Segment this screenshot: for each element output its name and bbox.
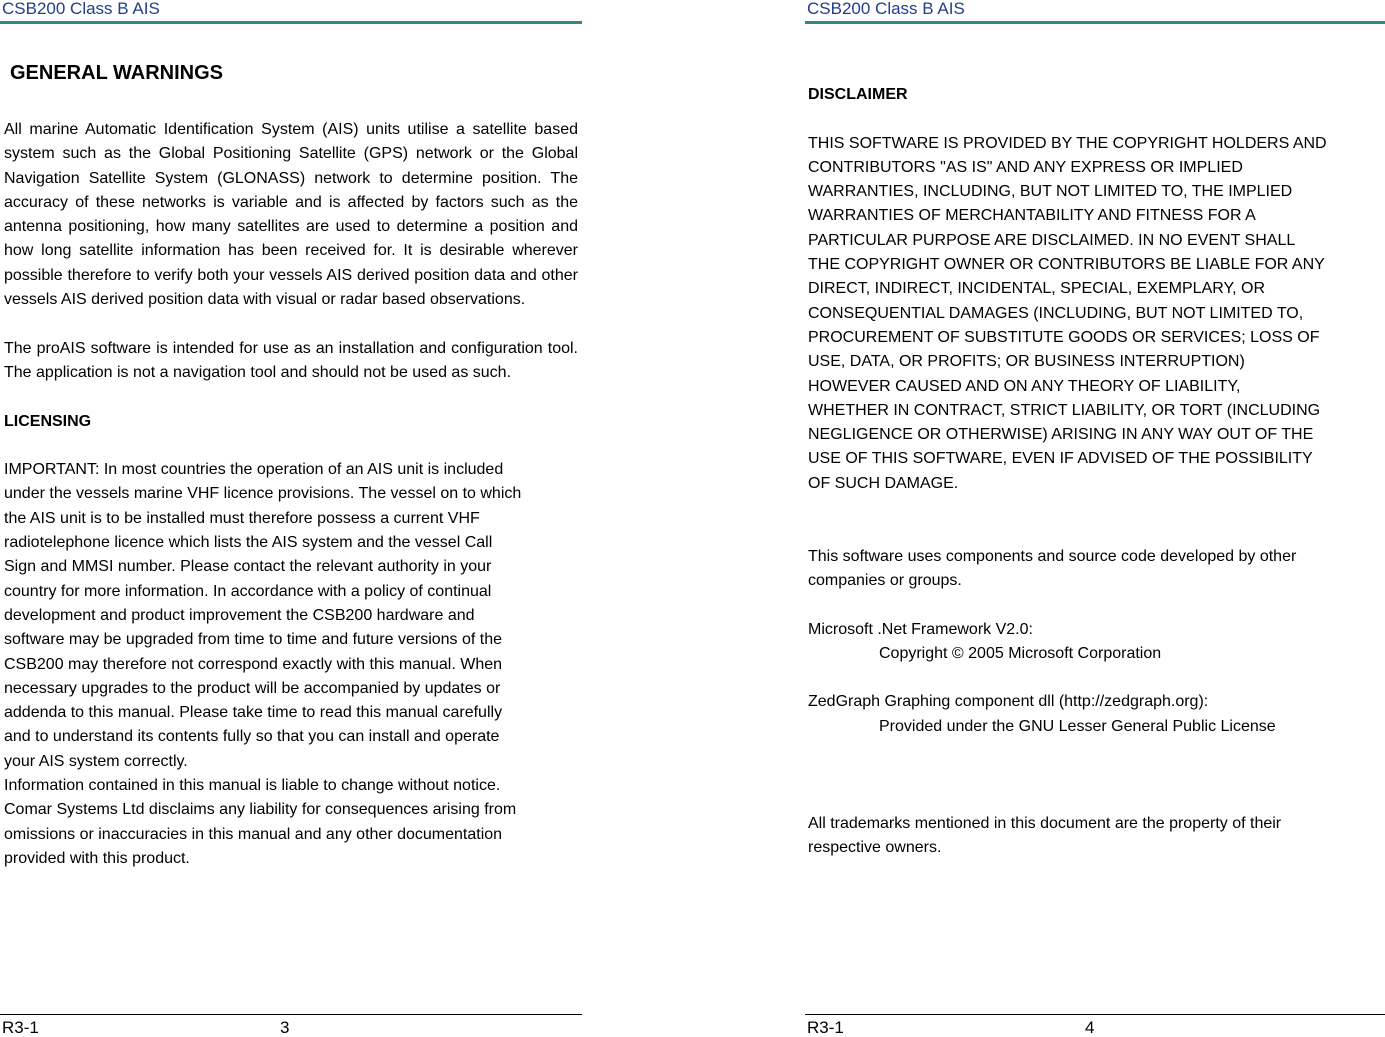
- disclaimer-line: HOWEVER CAUSED AND ON ANY THEORY OF LIABILITY,: [808, 377, 1241, 395]
- spacer: [808, 520, 1385, 544]
- licensing-line: software may be upgraded from time to time and future versions of the: [4, 631, 503, 649]
- licensing-line: Comar Systems Ltd disclaims any liability for consequences arising from: [4, 801, 517, 819]
- header-rule: [805, 21, 1385, 24]
- trademarks-line: respective owners.: [808, 839, 942, 857]
- page-number: 4: [1085, 1018, 1095, 1037]
- disclaimer-line: WARRANTIES OF MERCHANTABILITY AND FITNESS FOR A: [808, 207, 1256, 225]
- disclaimer-line: USE OF THIS SOFTWARE, EVEN IF ADVISED OF THE POSSIBILITY: [808, 450, 1313, 468]
- header-rule: [0, 21, 582, 24]
- footer-revision: R3-1: [807, 1018, 844, 1037]
- trademarks-paragraph: [808, 812, 1385, 861]
- components-paragraph: [808, 545, 1385, 594]
- trademarks-line: All trademarks mentioned in this document are the property of their: [808, 814, 1282, 832]
- licensing-line: radiotelephone licence which lists the AIS system and the vessel Call: [4, 534, 493, 552]
- page-4: [805, 0, 1385, 1036]
- footer-revision: R3-1: [2, 1018, 39, 1037]
- disclaimer-line: CONTRIBUTORS "AS IS" AND ANY EXPRESS OR IMPLIED: [808, 158, 1243, 176]
- disclaimer-line: OF SUCH DAMAGE.: [808, 474, 959, 492]
- disclaimer-line: THE COPYRIGHT OWNER OR CONTRIBUTORS BE LIABLE FOR ANY: [808, 256, 1325, 274]
- licensing-line: Information contained in this manual is liable to change without notice.: [4, 777, 501, 795]
- zedgraph-credit: [808, 690, 1385, 739]
- disclaimer-line: PROCUREMENT OF SUBSTITUTE GOODS OR SERVICES; LOSS OF: [808, 328, 1320, 346]
- dotnet-credit: [808, 618, 1385, 667]
- zedgraph-license: Provided under the GNU Lesser General Public License: [879, 717, 1276, 735]
- licensing-line: Sign and MMSI number. Please contact the relevant authority in your: [4, 558, 492, 576]
- disclaimer-line: DIRECT, INDIRECT, INCIDENTAL, SPECIAL, EXEMPLARY, OR: [808, 280, 1265, 298]
- spacer: [808, 763, 1385, 787]
- licensing-line: the AIS unit is to be installed must therefore possess a current VHF: [4, 509, 480, 527]
- dotnet-name: Microsoft .Net Framework V2.0:: [808, 620, 1033, 638]
- footer-rule: [805, 1014, 1385, 1015]
- disclaimer-line: THIS SOFTWARE IS PROVIDED BY THE COPYRIGHT HOLDERS AND: [808, 134, 1327, 152]
- page-3: [0, 0, 582, 1036]
- running-header: CSB200 Class B AIS: [807, 0, 965, 18]
- page-number: 3: [280, 1018, 290, 1037]
- licensing-line: country for more information. In accordance with a policy of continual: [4, 582, 492, 600]
- page-body: [4, 118, 578, 871]
- licensing-heading: LICENSING: [4, 412, 92, 430]
- disclaimer-heading: DISCLAIMER: [808, 86, 908, 103]
- disclaimer-line: PARTICULAR PURPOSE ARE DISCLAIMED. IN NO EVENT SHALL: [808, 231, 1296, 249]
- licensing-line: CSB200 may therefore not correspond exactly with this manual. When: [4, 655, 503, 673]
- gps-warning-paragraph: All marine Automatic Identification System (AIS) units utilise a satellite based system such as the Global Positioning Satellite (GPS) network or the Global Navigation Satellite System (GLONASS) network to determine position. The accuracy of these networks is variable and is affected by factors such as the antenna positioning, how many satellites are used to determine a position and how long satellite information has been received for. It is desirable wherever possible therefore to verify both your vessels AIS derived position data and other vessels AIS derived position data with visual or radar based observations.: [4, 121, 578, 309]
- disclaimer-body: [808, 132, 1385, 496]
- page-title: GENERAL WARNINGS: [10, 62, 223, 84]
- licensing-line: IMPORTANT: In most countries the operation of an AIS unit is included: [4, 461, 504, 479]
- disclaimer-line: WHETHER IN CONTRACT, STRICT LIABILITY, OR TORT (INCLUDING: [808, 401, 1321, 419]
- licensing-line: omissions or inaccuracies in this manual and any other documentation: [4, 825, 503, 843]
- licensing-line: under the vessels marine VHF licence provisions. The vessel on to which: [4, 485, 522, 503]
- disclaimer-line: CONSEQUENTIAL DAMAGES (INCLUDING, BUT NOT LIMITED TO,: [808, 304, 1304, 322]
- licensing-line: addenda to this manual. Please take time to read this manual carefully: [4, 704, 503, 722]
- spacer: [808, 788, 1385, 812]
- licensing-line: provided with this product.: [4, 849, 190, 867]
- licensing-line: development and product improvement the CSB200 hardware and: [4, 606, 475, 624]
- components-line: This software uses components and source code developed by other: [808, 547, 1297, 565]
- dotnet-copyright: Copyright © 2005 Microsoft Corporation: [879, 644, 1162, 662]
- disclaimer-line: WARRANTIES, INCLUDING, BUT NOT LIMITED TO, THE IMPLIED: [808, 183, 1293, 201]
- zedgraph-name: ZedGraph Graphing component dll (http://zedgraph.org):: [808, 693, 1209, 711]
- disclaimer-line: NEGLIGENCE OR OTHERWISE) ARISING IN ANY WAY OUT OF THE: [808, 426, 1314, 444]
- components-line: companies or groups.: [808, 571, 962, 589]
- licensing-body: [4, 458, 578, 871]
- licensing-line: and to understand its contents fully so that you can install and operate: [4, 728, 500, 746]
- licensing-line: your AIS system correctly.: [4, 752, 188, 770]
- disclaimer-line: USE, DATA, OR PROFITS; OR BUSINESS INTERRUPTION): [808, 353, 1245, 371]
- footer-rule: [0, 1014, 582, 1015]
- software-warning-paragraph: The proAIS software is intended for use as an installation and configuration tool. The application is not a navigation tool and should not be used as such.: [4, 339, 578, 381]
- page-body: [808, 83, 1385, 885]
- running-header: CSB200 Class B AIS: [2, 0, 160, 18]
- licensing-line: necessary upgrades to the product will be accompanied by updates or: [4, 679, 501, 697]
